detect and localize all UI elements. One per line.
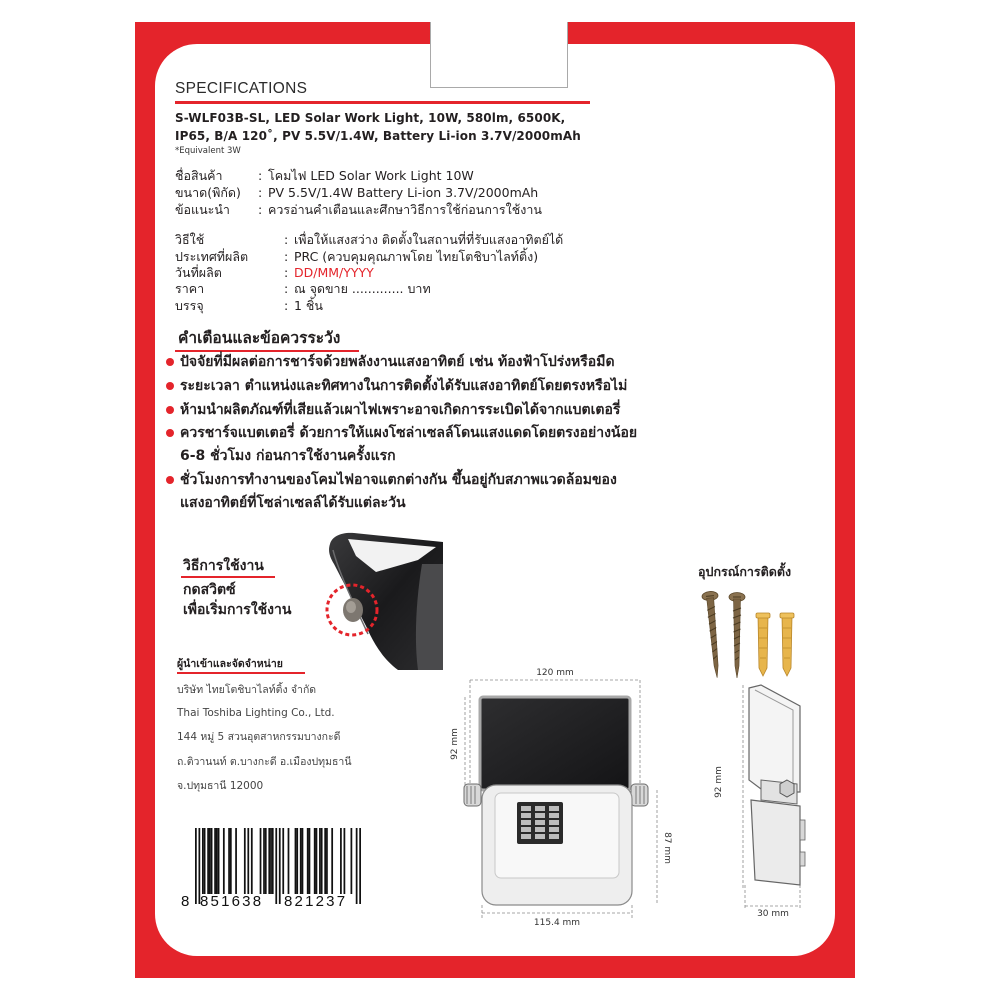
importer-address-line-2: ถ.ติวานนท์ ต.บางกะดี อ.เมืองปทุมธานี (177, 756, 352, 768)
importer-address-line-1: 144 หมู่ 5 สวนอุตสาหกรรมบางกะดี (177, 731, 341, 743)
bullet-dot (166, 476, 174, 484)
barcode-bar (326, 828, 328, 894)
barcode-bar (296, 828, 298, 894)
info-row-product-name (175, 168, 474, 184)
barcode-bar (324, 828, 326, 894)
dim-front-width-top: 120 mm (536, 668, 574, 678)
instructions-underline (181, 576, 275, 578)
usage-label: บรรจุ (175, 298, 204, 313)
led-chips (521, 806, 559, 839)
barcode-bar (204, 828, 206, 894)
bracket-knob-icon (780, 780, 794, 797)
barcode-bar (202, 828, 204, 894)
panel-side-shape (749, 685, 800, 792)
barcode-bar (268, 828, 270, 894)
solar-panel-shape (480, 697, 630, 790)
info-colon: : (258, 185, 263, 200)
barcode-bar (265, 828, 267, 894)
screw-icon (729, 593, 745, 679)
dim-front-panel-height: 92 mm (450, 728, 460, 760)
warning-item: ห้ามนำผลิตภัณฑ์ที่เสียแล้วเผาไฟเพราะอาจเกิดการระเบิดได้จากแบตเตอรี่ (180, 402, 621, 418)
body-side-shape (751, 800, 800, 885)
specifications-title: SPECIFICATIONS (175, 80, 308, 97)
warning-item-continued: 6-8 ชั่วโมง ก่อนการใช้งานครั้งแรก (180, 448, 396, 464)
barcode-first-digit: 8 (181, 893, 192, 910)
barcode-bar (340, 828, 342, 894)
dim-front-body-height: 87 mm (662, 832, 672, 864)
barcode-bar (218, 828, 220, 894)
hinge-knob-right (631, 784, 648, 806)
usage-colon: : (284, 281, 289, 296)
usage-value: PRC (ควบคุมคุณภาพโดย ไทยโตชิบาไลท์ติ้ง) (294, 249, 539, 264)
barcode-bar (207, 828, 209, 894)
info-label: ข้อแนะนำ (175, 202, 230, 217)
bullet-dot (166, 406, 174, 414)
info-row-advice (175, 202, 542, 218)
model-line-1: S-WLF03B-SL, LED Solar Work Light, 10W, 580lm, 6500K, (175, 111, 566, 125)
usage-label: วิธีใช้ (175, 232, 205, 247)
barcode-bar (314, 828, 316, 894)
usage-row-country (175, 249, 538, 265)
warning-item-continued: แสงอาทิตย์ที่โซล่าเซลล์ได้รับแต่ละวัน (180, 495, 406, 511)
barcode-bar (211, 828, 213, 894)
barcode-bar (260, 828, 262, 894)
bullet-dot (166, 429, 174, 437)
hanger-tab-outline (430, 22, 568, 88)
wall-plug-icon (780, 613, 794, 676)
barcode-bar (300, 828, 302, 894)
lamp-bracket-shape (416, 564, 443, 670)
equivalent-footnote: *Equivalent 3W (175, 146, 241, 156)
importer-underline (177, 672, 305, 674)
warnings-title: คำเตือนและข้อควรระวัง (178, 329, 341, 347)
barcode-bar (331, 828, 333, 894)
usage-colon: : (284, 249, 289, 264)
barcode-bar (270, 828, 272, 894)
barcode-bar (235, 828, 237, 894)
usage-value: ณ จุดขาย ............. บาท (294, 281, 431, 296)
barcode-left-digits: 851638 (200, 893, 264, 910)
manufacture-date-value: DD/MM/YYYY (294, 265, 374, 280)
info-value: PV 5.5V/1.4W Battery Li-ion 3.7V/2000mAh (268, 185, 539, 200)
usage-row-usage (175, 232, 563, 248)
title-underline (175, 101, 590, 104)
warning-item: ระยะเวลา ตำแหน่งและทิศทางในการติดตั้งได้รับแสงอาทิตย์โดยตรงหรือไม่ (180, 378, 628, 394)
spec-panel (155, 44, 835, 956)
dim-side-depth: 30 mm (757, 909, 789, 919)
barcode-guard-bar (195, 828, 197, 904)
warning-item: ปัจจัยที่มีผลต่อการชาร์จด้วยพลังงานแสงอาทิตย์ เช่น ท้องฟ้าโปร่งหรือมืด (180, 354, 615, 370)
info-colon: : (258, 202, 263, 217)
info-label: ขนาด(พิกัด) (175, 185, 241, 200)
instructions-line-2: เพื่อเริ่มการใช้งาน (183, 602, 292, 618)
barcode-bar (209, 828, 211, 894)
info-label: ชื่อสินค้า (175, 168, 223, 183)
barcode-guard-bar (356, 828, 358, 904)
usage-row-manufacture-date (175, 265, 374, 281)
barcode-bar (247, 828, 249, 894)
usage-colon: : (284, 232, 289, 247)
barcode-bar (244, 828, 246, 894)
hinge-knob-left (464, 784, 481, 806)
body-side-bump (800, 820, 805, 840)
power-switch-highlight (346, 601, 356, 613)
barcode-bar (344, 828, 346, 894)
barcode-bar (282, 828, 284, 894)
barcode-bar (228, 828, 230, 894)
barcode-bar (223, 828, 225, 894)
importer-company-english: Thai Toshiba Lighting Co., Ltd. (177, 707, 335, 719)
barcode-right-digits: 821237 (284, 893, 348, 910)
barcode-bar (288, 828, 290, 894)
model-line-2: IP65, B/A 120˚, PV 5.5V/1.4W, Battery Li-ion 3.7V/2000mAh (175, 129, 581, 143)
barcode-bar (272, 828, 274, 894)
instructions-line-1: กดสวิตซ์ (183, 582, 236, 598)
usage-label: ประเทศที่ผลิต (175, 249, 249, 264)
accessories-title: อุปกรณ์การติดตั้ง (698, 564, 792, 579)
barcode-bar (216, 828, 218, 894)
barcode-bar (351, 828, 353, 894)
importer-title: ผู้นำเข้าและจัดจำหน่าย (177, 658, 283, 670)
usage-row-package (175, 298, 323, 314)
usage-row-price (175, 281, 431, 297)
barcode-bar (302, 828, 304, 894)
usage-label: ราคา (175, 281, 205, 296)
front-dimension-drawing (445, 660, 675, 932)
barcode-bar (230, 828, 232, 894)
body-side-bump (800, 852, 805, 866)
barcode-bar (307, 828, 309, 894)
info-value: ควรอ่านคำเตือนและศึกษาวิธีการใช้ก่อนการใช้งาน (268, 202, 542, 217)
importer-address-line-3: จ.ปทุมธานี 12000 (177, 780, 264, 792)
barcode-bar (214, 828, 216, 894)
switch-illustration (318, 530, 443, 670)
info-value: โคมไฟ LED Solar Work Light 10W (268, 168, 474, 183)
barcode-guard-bar (279, 828, 281, 904)
info-row-rating (175, 185, 538, 201)
barcode-bar (295, 828, 297, 894)
dim-side-height: 92 mm (714, 766, 724, 798)
importer-company-thai: บริษัท ไทยโตชิบาไลท์ติ้ง จำกัด (177, 684, 317, 696)
usage-colon: : (284, 298, 289, 313)
usage-value: 1 ชิ้น (294, 298, 323, 313)
warning-item: ควรชาร์จแบตเตอรี่ ด้วยการให้แผงโซล่าเซลล์โดนแสงแดดโดยตรงอย่างน้อย (180, 425, 638, 441)
screw-icon (702, 591, 725, 679)
bullet-dot (166, 382, 174, 390)
barcode-bar (309, 828, 311, 894)
side-dimension-drawing (705, 680, 815, 920)
usage-label: วันที่ผลิต (175, 265, 222, 280)
usage-colon: : (284, 265, 289, 280)
usage-value: เพื่อให้แสงสว่าง ติดตั้งในสถานที่ที่รับแสงอาทิตย์ได้ (294, 232, 564, 247)
accessories-illustration (700, 588, 800, 683)
instructions-title: วิธีการใช้งาน (183, 558, 264, 574)
warning-item: ชั่วโมงการทำงานของโคมไฟอาจแตกต่างกัน ขึ้นอยู่กับสภาพแวดล้อมของ (180, 472, 617, 488)
barcode-guard-bar (359, 828, 361, 904)
barcode-bar (321, 828, 323, 894)
barcode-guard-bar (275, 828, 277, 904)
bullet-dot (166, 358, 174, 366)
barcode-bar (316, 828, 318, 894)
wall-plug-icon (756, 613, 770, 676)
info-colon: : (258, 168, 263, 183)
barcode-bar (251, 828, 253, 894)
barcode-bar (319, 828, 321, 894)
dim-front-width-bottom: 115.4 mm (533, 918, 581, 928)
barcode-bar (263, 828, 265, 894)
